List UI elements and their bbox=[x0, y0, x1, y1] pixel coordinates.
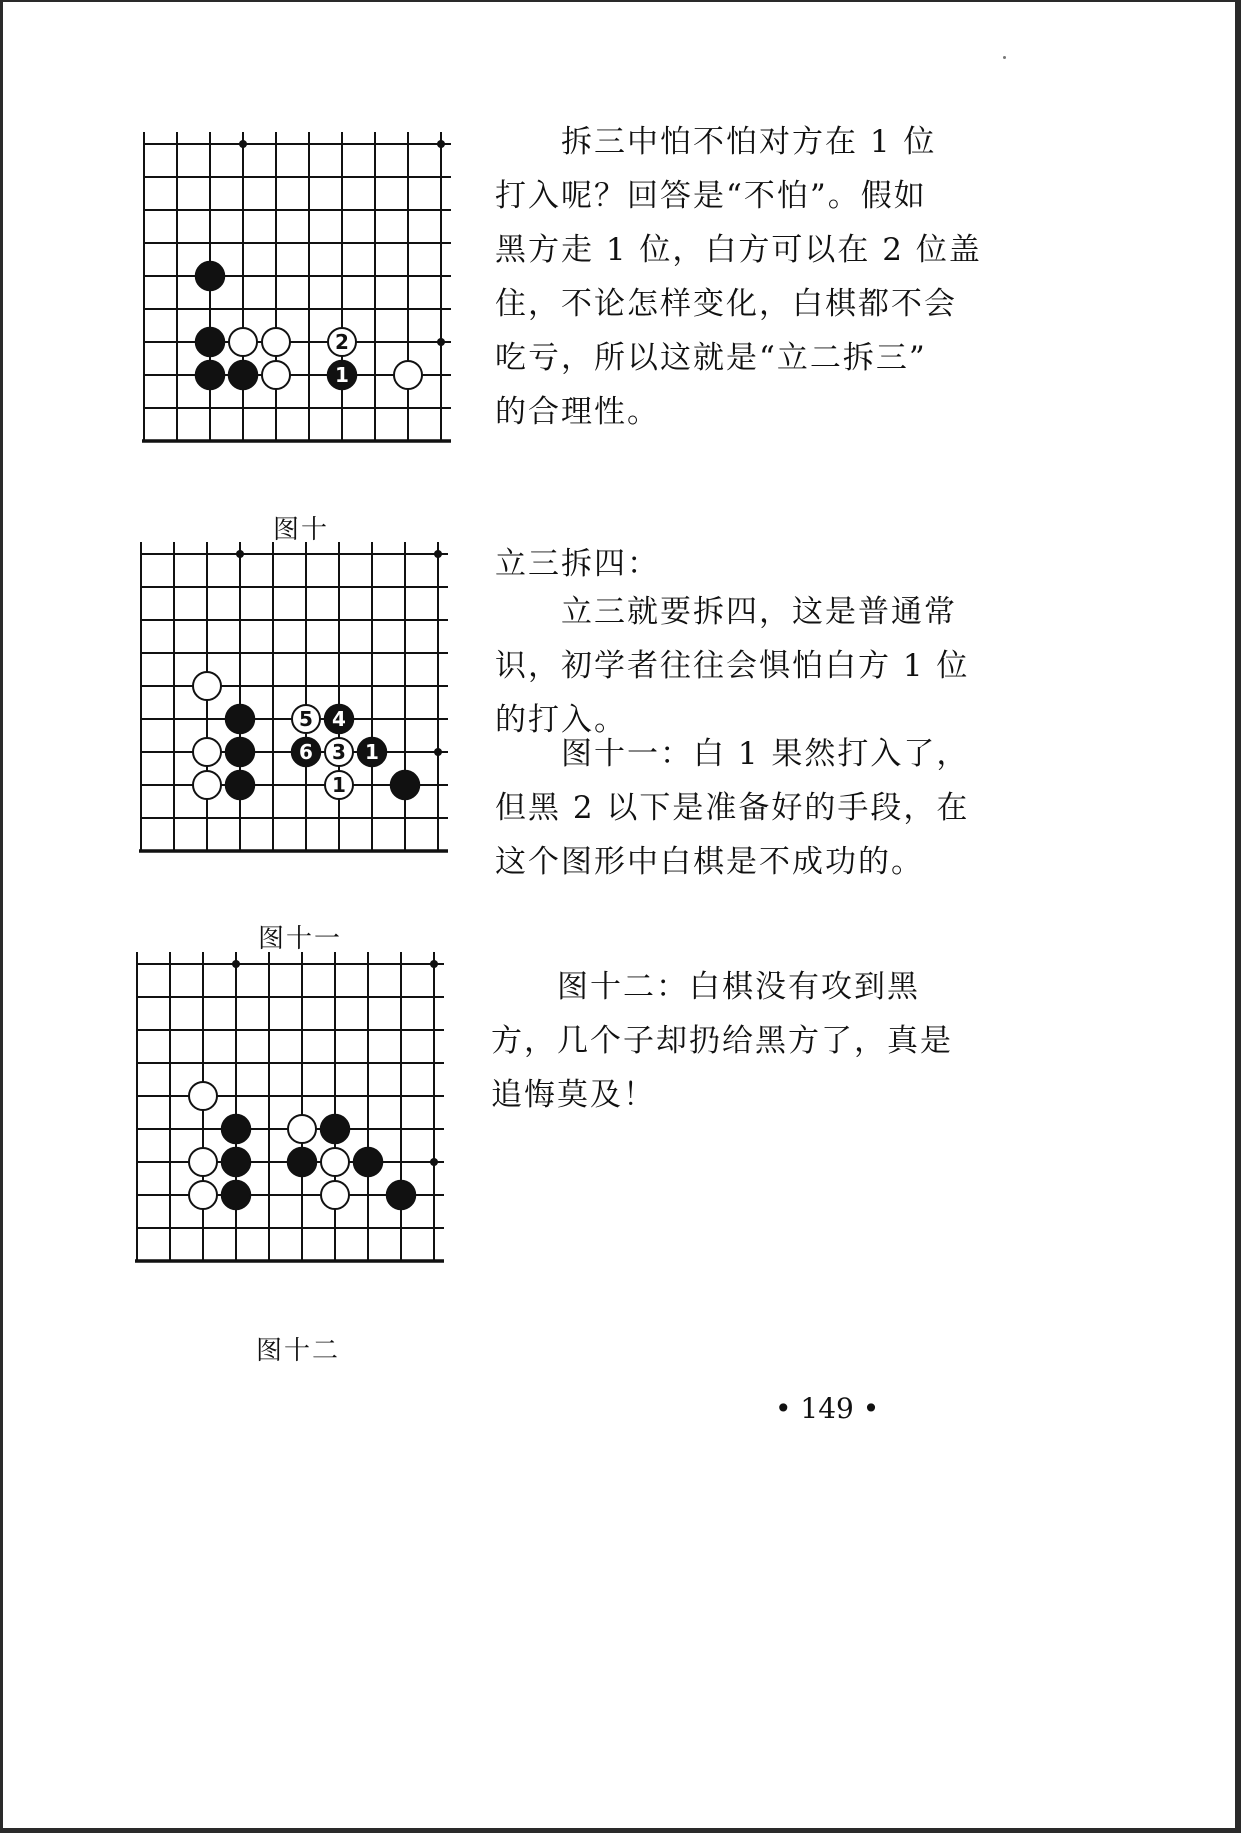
white-stone bbox=[325, 738, 353, 766]
move-number: 6 bbox=[299, 740, 313, 764]
star-point bbox=[434, 550, 442, 558]
star-point bbox=[236, 550, 244, 558]
text-line: 这个图形中白棋是不成功的。 bbox=[495, 844, 924, 880]
black-stone bbox=[321, 1115, 350, 1144]
white-stone bbox=[189, 1148, 217, 1176]
black-stone bbox=[226, 738, 255, 767]
page-number: • 149 • bbox=[775, 1392, 880, 1425]
white-stone bbox=[321, 1181, 349, 1209]
black-stone bbox=[358, 738, 387, 767]
black-stone bbox=[196, 262, 225, 291]
go-board-figure-10 bbox=[136, 132, 461, 468]
star-point bbox=[239, 140, 247, 148]
figure-caption-12: 图十二 bbox=[256, 1336, 341, 1366]
star-point bbox=[232, 960, 240, 968]
paragraph-li-er-chai-san bbox=[495, 115, 982, 439]
text-line: 打入呢？回答是“不怕”。假如 bbox=[495, 178, 927, 214]
board-grid bbox=[139, 542, 448, 851]
black-stone bbox=[292, 738, 321, 767]
black-stone bbox=[328, 361, 357, 390]
white-stone bbox=[189, 1181, 217, 1209]
move-number: 1 bbox=[335, 363, 349, 387]
black-stone bbox=[325, 705, 354, 734]
black-stone bbox=[226, 771, 255, 800]
text-line: 黑方走 1 位，白方可以在 2 位盖 bbox=[495, 232, 982, 268]
white-stone bbox=[189, 1082, 217, 1110]
white-stone bbox=[288, 1115, 316, 1143]
text-line: 图十一：白 1 果然打入了， bbox=[495, 736, 970, 772]
black-stone bbox=[222, 1181, 251, 1210]
white-stone bbox=[292, 705, 320, 733]
section-heading-li-san-chai-si bbox=[495, 537, 660, 591]
figure-caption-10: 图十 bbox=[273, 515, 330, 545]
star-point bbox=[437, 338, 445, 346]
white-stone bbox=[193, 738, 221, 766]
black-stone bbox=[354, 1148, 383, 1177]
move-number: 1 bbox=[332, 773, 346, 797]
go-diagram-10 bbox=[136, 132, 461, 468]
text-line: 吃亏，所以这就是“立二拆三” bbox=[495, 340, 927, 376]
black-stone bbox=[196, 328, 225, 357]
text-line: 方，几个子却扔给黑方了，真是 bbox=[491, 1023, 953, 1059]
white-stone bbox=[193, 672, 221, 700]
scan-speck bbox=[1003, 56, 1006, 59]
book-page bbox=[3, 2, 1235, 1828]
text-line: 的合理性。 bbox=[495, 394, 660, 430]
white-stone bbox=[394, 361, 422, 389]
figure-caption-11: 图十一 bbox=[258, 924, 343, 954]
white-stone bbox=[229, 328, 257, 356]
white-stone bbox=[262, 361, 290, 389]
white-stone bbox=[328, 328, 356, 356]
board-grid bbox=[135, 952, 444, 1261]
black-stone bbox=[229, 361, 258, 390]
text-line: 识，初学者往往会惧怕白方 1 位 bbox=[495, 648, 970, 684]
move-number: 5 bbox=[299, 707, 313, 731]
text-line: 追悔莫及！ bbox=[491, 1077, 656, 1113]
text-line: 拆三中怕不怕对方在 1 位 bbox=[495, 124, 937, 160]
black-stone bbox=[391, 771, 420, 800]
go-diagram-11 bbox=[133, 542, 458, 878]
white-stone bbox=[321, 1148, 349, 1176]
black-stone bbox=[387, 1181, 416, 1210]
black-stone bbox=[196, 361, 225, 390]
star-point bbox=[434, 748, 442, 756]
black-stone bbox=[288, 1148, 317, 1177]
text-line: 立三就要拆四，这是普通常 bbox=[495, 594, 957, 630]
go-board-figure-12 bbox=[129, 952, 454, 1288]
star-point bbox=[437, 140, 445, 148]
go-board-figure-11 bbox=[133, 542, 458, 878]
star-point bbox=[430, 960, 438, 968]
move-number: 4 bbox=[332, 707, 346, 731]
board-grid bbox=[142, 132, 451, 441]
go-diagram-12 bbox=[129, 952, 454, 1288]
white-stone bbox=[262, 328, 290, 356]
black-stone bbox=[222, 1115, 251, 1144]
black-stone bbox=[222, 1148, 251, 1177]
paragraph-li-san-chai-si bbox=[495, 585, 969, 747]
move-number: 3 bbox=[332, 740, 346, 764]
text-line: 住，不论怎样变化，白棋都不会 bbox=[495, 286, 957, 322]
text-line: 但黑 2 以下是准备好的手段，在 bbox=[495, 790, 970, 826]
paragraph-figure-12 bbox=[491, 960, 953, 1122]
heading-line: 立三拆四： bbox=[495, 546, 660, 582]
move-number: 1 bbox=[365, 740, 379, 764]
white-stone bbox=[193, 771, 221, 799]
black-stone bbox=[226, 705, 255, 734]
text-line: 的打入。 bbox=[495, 702, 627, 738]
move-number: 2 bbox=[335, 330, 349, 354]
star-point bbox=[430, 1158, 438, 1166]
white-stone bbox=[325, 771, 353, 799]
text-line: 图十二：白棋没有攻到黑 bbox=[491, 969, 920, 1005]
paragraph-figure-11 bbox=[495, 727, 969, 889]
